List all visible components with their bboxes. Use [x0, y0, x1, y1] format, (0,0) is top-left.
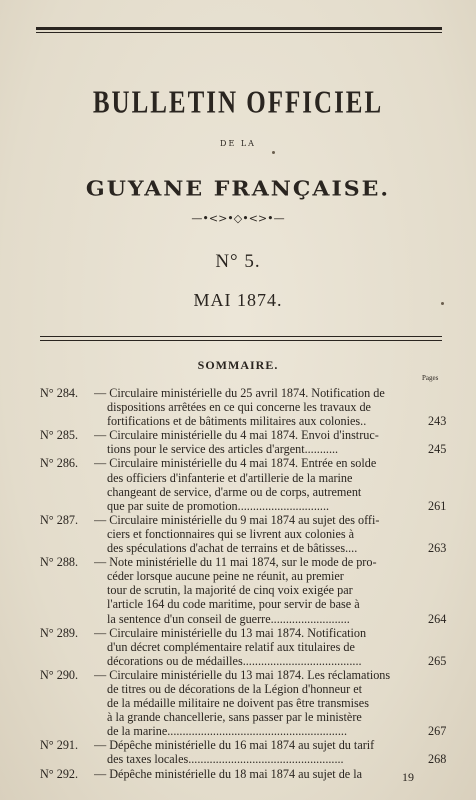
entry-line: ciers et fonctionnaires qui se livrent aux colonies à: [107, 526, 355, 541]
sommaire-entry: [0, 626, 476, 668]
issue-date: MAI 1874.: [193, 290, 283, 310]
entry-line: tions pour le service des articles d'argent...........: [107, 442, 339, 457]
entry-text: [94, 386, 420, 428]
entry-line: des spéculations d'achat de terrains et de bâtisses....: [107, 541, 358, 556]
entry-page: 267: [428, 724, 447, 739]
entry-line: l'article 164 du code maritime, pour servir de base à: [107, 597, 360, 612]
entry-line: dispositions arrêtées en ce qui concerne les travaux de: [107, 400, 371, 415]
section-rule-thin: [40, 340, 442, 341]
entry-number: N° 287.: [40, 512, 79, 527]
page-folio: 19: [402, 770, 414, 784]
entry-text: [94, 738, 420, 766]
entry-number: N° 291.: [40, 738, 79, 753]
entry-line: — Dépêche ministérielle du 18 mai 1874 au sujet de la: [94, 766, 363, 781]
entry-text: [94, 668, 420, 738]
entry-number: N° 285.: [40, 428, 79, 443]
sommaire-entry: [0, 555, 476, 625]
sommaire-heading: SOMMAIRE.: [197, 358, 279, 372]
entry-line: — Circulaire ministérielle du 25 avril 1874. Notification de: [94, 386, 385, 400]
entry-line: changeant de service, d'arme ou de corps, autrement: [107, 484, 362, 499]
section-rule: [40, 336, 442, 337]
sommaire-entry: [0, 513, 476, 555]
entry-line: la sentence d'un conseil de guerre..........................: [107, 611, 350, 626]
paper-spot: [441, 302, 444, 305]
entry-text: [94, 626, 420, 668]
bulletin-title: BULLETIN OFFICIEL: [92, 86, 384, 120]
entry-number: N° 288.: [40, 555, 79, 570]
entry-text: [94, 555, 420, 625]
ornament-divider: —•<>•◇•<>•—: [191, 212, 285, 225]
sommaire-entry: [0, 428, 476, 456]
entry-page: 245: [428, 442, 447, 457]
entry-line: des taxes locales...................................................: [107, 752, 344, 767]
entry-line: fortifications et de bâtiments militaires aux colonies..: [107, 414, 367, 429]
entry-text: [94, 456, 420, 512]
entry-line: — Dépêche ministérielle du 16 mai 1874 au sujet du tarif: [94, 738, 375, 753]
paper-spot: [272, 151, 275, 154]
entry-page: 261: [428, 498, 447, 513]
entry-line: à la grande chancellerie, sans passer par le ministère: [107, 710, 362, 725]
entry-line: — Circulaire ministérielle du 4 mai 1874. Entrée en solde: [94, 456, 377, 471]
entry-number: N° 290.: [40, 667, 79, 682]
entry-line: — Note ministérielle du 11 mai 1874, sur le mode de pro-: [94, 555, 377, 570]
entry-page: 265: [428, 653, 447, 668]
de-la-label: DE LA: [220, 139, 256, 148]
entry-line: — Circulaire ministérielle du 9 mai 1874 au sujet des offi-: [94, 512, 380, 527]
entry-line: d'un décret complémentaire relatif aux titulaires de: [107, 639, 355, 654]
entry-page: 243: [428, 414, 447, 429]
entry-number: N° 286.: [40, 456, 79, 471]
top-rule: [36, 27, 442, 30]
entry-text: [94, 767, 420, 781]
entry-page: 263: [428, 541, 447, 556]
sommaire-entry: [0, 738, 476, 766]
entry-page: 264: [428, 611, 447, 626]
entry-text: [94, 428, 420, 456]
entry-text: [94, 513, 420, 555]
sommaire-entry: [0, 456, 476, 512]
entry-number: N° 284.: [40, 386, 79, 400]
entry-line: des officiers d'infanterie et d'artillerie de la marine: [107, 470, 353, 485]
entry-page: 268: [428, 752, 447, 767]
entry-line: de titres ou de décorations de la Légion d'honneur et: [107, 681, 363, 696]
colony-title: GUYANE FRANÇAISE.: [85, 176, 391, 202]
entry-number: N° 289.: [40, 625, 79, 640]
issue-number: N° 5.: [215, 251, 261, 272]
entry-line: décorations ou de médailles.......................................: [107, 653, 362, 668]
sommaire-entry: [0, 668, 476, 738]
entry-line: — Circulaire ministérielle du 13 mai 1874. Notification: [94, 625, 367, 640]
sommaire-list: [0, 386, 476, 781]
entry-line: — Circulaire ministérielle du 13 mai 1874. Les réclamations: [94, 667, 391, 682]
entry-line: céder lorsque aucune peine ne réunit, au premier: [107, 569, 344, 584]
entry-line: tour de scrutin, la majorité de cinq voix exigée par: [107, 583, 353, 598]
entry-line: de la marine...........................................................: [107, 724, 347, 739]
entry-line: de la médaille militaire ne doivent pas être transmises: [107, 696, 369, 711]
entry-line: — Circulaire ministérielle du 4 mai 1874. Envoi d'instruc-: [94, 428, 379, 443]
pages-column-label: Pages: [422, 374, 439, 382]
top-rule-thin: [36, 32, 442, 33]
sommaire-entry: [0, 386, 476, 428]
entry-number: N° 292.: [40, 766, 79, 781]
entry-line: que par suite de promotion..............................: [107, 498, 330, 513]
